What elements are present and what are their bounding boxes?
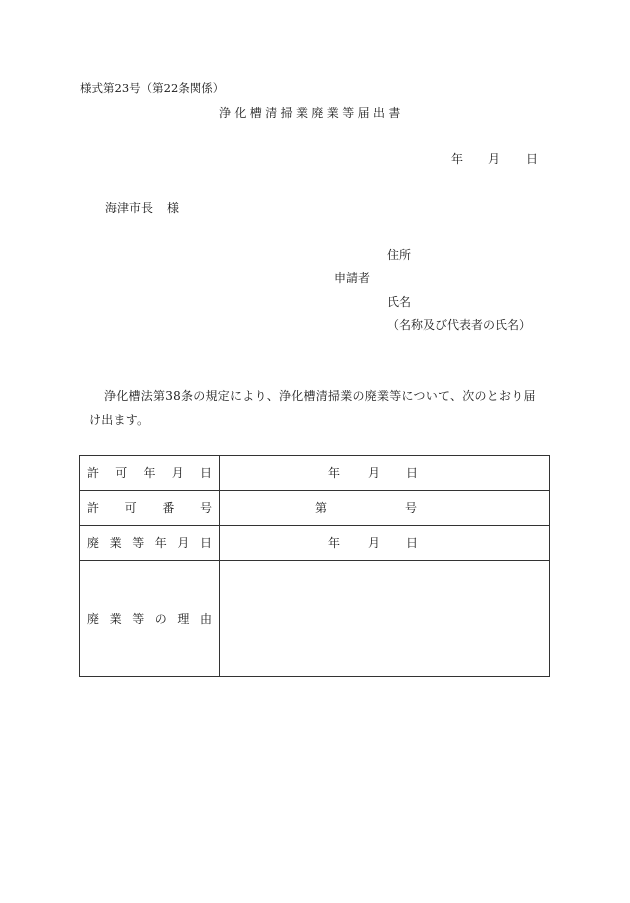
body-text-line-2: け出ます。: [89, 413, 150, 427]
label-char: 等: [132, 536, 145, 550]
label-char: 日: [199, 466, 212, 480]
name-note: （名称及び代表者の氏名）: [387, 318, 532, 332]
label-closure-reason: [80, 561, 220, 677]
table-row-closure-date: [80, 526, 550, 561]
label-char: 号: [199, 501, 212, 515]
permit-number-prefix: 第: [315, 501, 328, 515]
label-permit-date: [80, 456, 220, 491]
applicant-label: 申請者: [334, 271, 371, 285]
closure-date-day: 日: [406, 536, 419, 550]
label-char: 年: [143, 466, 156, 480]
label-char: 許: [87, 501, 100, 515]
label-char: 月: [171, 466, 184, 480]
permit-date-year: 年: [328, 466, 341, 480]
label-char: 理: [177, 611, 190, 626]
permit-date-month: 月: [368, 466, 381, 480]
label-closure-date: [80, 526, 220, 561]
body-text-line-1: 浄化槽法第38条の規定により、浄化槽清掃業の廃業等について、次のとおり届: [104, 389, 536, 403]
value-closure-date[interactable]: [220, 526, 550, 561]
header-date-year: 年: [451, 152, 464, 166]
label-char: 月: [177, 536, 190, 550]
label-char: 由: [199, 611, 212, 626]
header-date-day: 日: [526, 152, 539, 166]
address-label: 住所: [387, 248, 412, 262]
label-char: 番: [162, 501, 175, 515]
document-title: 浄化槽清掃業廃業等届出書: [219, 106, 404, 120]
label-char: 可: [124, 501, 137, 515]
label-char: 等: [132, 611, 145, 626]
form-number: 様式第23号（第22条関係）: [80, 81, 225, 95]
addressee: [105, 202, 179, 214]
name-label: 氏名: [387, 295, 412, 309]
permit-number-suffix: 号: [405, 501, 418, 515]
label-char: の: [154, 611, 167, 626]
addressee-name: 海津市長: [105, 201, 154, 215]
permit-date-day: 日: [406, 466, 419, 480]
notification-table: [79, 455, 550, 677]
label-permit-number: [80, 491, 220, 526]
value-closure-reason[interactable]: [220, 561, 550, 677]
value-permit-date[interactable]: [220, 456, 550, 491]
label-char: 廃: [87, 536, 100, 550]
label-char: 業: [109, 611, 122, 626]
table-row-closure-reason: [80, 561, 550, 677]
label-char: 許: [87, 466, 100, 480]
closure-date-year: 年: [328, 536, 341, 550]
table-row-permit-number: [80, 491, 550, 526]
label-char: 業: [109, 536, 122, 550]
label-char: 可: [115, 466, 128, 480]
value-permit-number[interactable]: [220, 491, 550, 526]
header-date-month: 月: [488, 152, 501, 166]
addressee-suffix: 様: [167, 201, 180, 215]
label-char: 廃: [87, 611, 100, 626]
label-char: 年: [154, 536, 167, 550]
closure-date-month: 月: [368, 536, 381, 550]
table-row-permit-date: [80, 456, 550, 491]
label-char: 日: [199, 536, 212, 550]
